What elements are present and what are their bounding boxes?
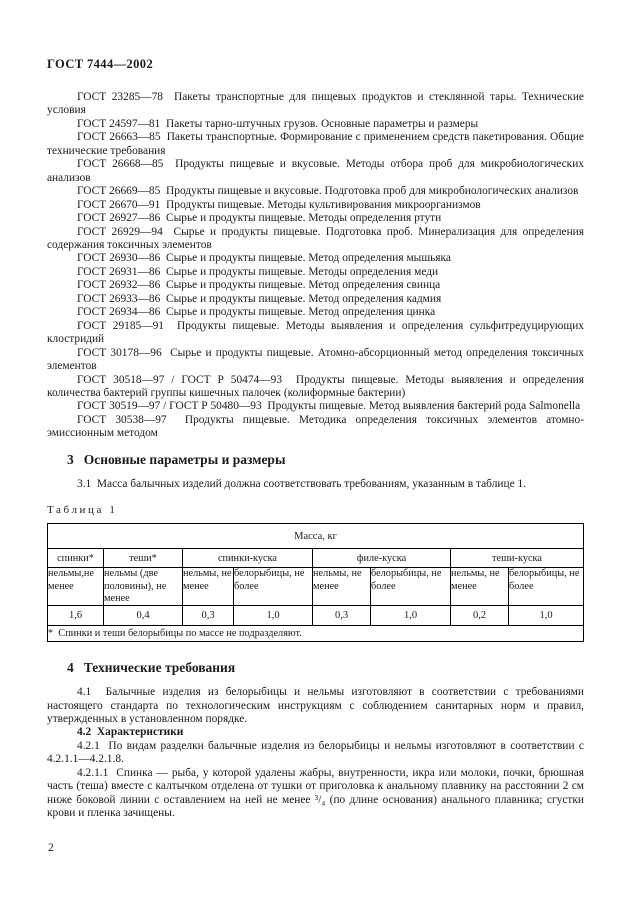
value-cell: 0,3 <box>183 606 234 626</box>
value-cell: 1,0 <box>509 606 584 626</box>
section-4-title: Технические требования <box>83 660 236 676</box>
subheader-cell: белорыбицы, не более <box>234 568 313 606</box>
reference-item: ГОСТ 30178—96 Сырье и продукты пищевые. Атомно-абсорционный метод определения токсичных элементов <box>47 346 584 373</box>
table-footnote-cell: * Спинки и теши белорыбицы по массе не подразделяют. <box>48 626 584 642</box>
subheader-cell: белорыбицы, не более <box>509 568 584 606</box>
section-3-heading <box>67 452 584 468</box>
reference-item: ГОСТ 30518—97 / ГОСТ Р 50474—93 Продукты пищевые. Методы выявления и определения количества бактерий группы кишечных палочек (колиформные бактерии) <box>47 373 584 399</box>
subheader-cell: нельмы, не менее <box>313 568 371 606</box>
page-number: 2 <box>48 842 54 854</box>
reference-item: ГОСТ 26929—94 Сырье и продукты пищевые. Подготовка проб. Минерализация для определения содержания токсичных элементов <box>47 225 584 251</box>
paragraph-4-1: 4.1 Балычные изделия из белорыбицы и нельмы изготовляют в соответствии с требованиями настоящего стандарта по технологическим инструкциям с соблюдением санитарных норм и правил, утвержденных в установленном порядке. <box>47 686 584 726</box>
paragraph-4-2-1-1: 4.2.1.1 Спинка — рыба, у которой удалены жабры, внутренности, икра или молоки, почки, брюшная часть (теша) вместе с калтычком отделена от тушки от приголовка к анальному плавнику на расстоянии 2 см ниже боковой линии с оставлением на ней не менее ³/₄ (по длине основания) анального плавника; сгустки крови и пленка зачищены. <box>47 766 584 820</box>
subheader-cell: белорыбицы, не более <box>371 568 451 606</box>
table-row <box>48 568 584 606</box>
doc-number: ГОСТ 7444—2002 <box>47 57 154 71</box>
paragraph-4-2-heading: 4.2 Характеристики <box>77 726 184 739</box>
reference-item: ГОСТ 26668—85 Продукты пищевые и вкусовые. Методы отбора проб для микробиологических анализов <box>47 158 584 184</box>
subheader-cell: нельмы, не менее <box>451 568 509 606</box>
value-cell: 0,2 <box>451 606 509 626</box>
reference-item: ГОСТ 26932—86 Сырье и продукты пищевые. Метод определения свинца <box>77 279 441 292</box>
subheader-cell: нельмы,не менее <box>48 568 104 606</box>
reference-item: ГОСТ 26669—85 Продукты пищевые и вкусовые. Подготовка проб для микробиологических анализов <box>77 185 579 198</box>
value-cell: 1,0 <box>371 606 451 626</box>
section-3-number: 3 <box>67 451 74 467</box>
value-cell: 0,4 <box>104 606 183 626</box>
table-row <box>48 549 584 568</box>
subheader-cell: нельмы (две половины), не менее <box>104 568 183 606</box>
table-1 <box>47 523 584 642</box>
table-1-label: Таблица 1 <box>47 504 118 517</box>
group-header-cell: теши* <box>104 549 183 568</box>
group-header-cell: филе-куска <box>313 549 451 568</box>
table-row <box>48 606 584 626</box>
reference-item: ГОСТ 30519—97 / ГОСТ Р 50480—93 Продукты пищевые. Метод выявления бактерий рода Salmonella <box>77 400 581 413</box>
paragraph-4-2-1: 4.2.1 По видам разделки балычные изделия из белорыбицы и нельмы изготовляют в соответствии с 4.2.1.1—4.2.1.8. <box>47 739 584 766</box>
table-row <box>48 524 584 549</box>
reference-item: ГОСТ 26663—85 Пакеты транспортные. Формирование с применением средств пакетирования. Общие технические требования <box>47 131 584 157</box>
section-4-number: 4 <box>67 660 74 676</box>
reference-item: ГОСТ 24597—81 Пакеты тарно-штучных грузов. Основные параметры и размеры <box>77 117 479 130</box>
paragraph-3-1: 3.1 Масса балычных изделий должна соответствовать требованиям, указанным в таблице 1. <box>77 477 527 490</box>
reference-item: ГОСТ 23285—78 Пакеты транспортные для пищевых продуктов и стеклянной тары. Технические условия <box>47 91 584 117</box>
group-header-cell: спинки* <box>48 549 104 568</box>
section-4-heading <box>67 660 584 676</box>
value-cell: 1,6 <box>48 606 104 626</box>
reference-item: ГОСТ 26670—91 Продукты пищевые. Методы культивирования микроорганизмов <box>77 198 481 211</box>
reference-item: ГОСТ 29185—91 Продукты пищевые. Методы выявления и определения сульфитредуцирующих клостридий <box>47 319 584 346</box>
value-cell: 0,3 <box>313 606 371 626</box>
reference-item: ГОСТ 30538—97 Продукты пищевые. Методика определения токсичных элементов атомно-эмиссионным методом <box>47 413 584 440</box>
reference-item: ГОСТ 26930—86 Сырье и продукты пищевые. Метод определения мышьяка <box>77 252 451 265</box>
group-header-cell: спинки-куска <box>183 549 313 568</box>
section-3-title: Основные параметры и размеры <box>83 451 286 467</box>
value-cell: 1,0 <box>234 606 313 626</box>
reference-item: ГОСТ 26931—86 Сырье и продукты пищевые. Методы определения меди <box>77 265 439 278</box>
reference-item: ГОСТ 26927—86 Сырье и продукты пищевые. Методы определения ртути <box>77 212 442 225</box>
group-header-cell: теши-куска <box>451 549 584 568</box>
reference-item: ГОСТ 26933—86 Сырье и продукты пищевые. Метод определения кадмия <box>77 292 442 305</box>
reference-item: ГОСТ 26934—86 Сырье и продукты пищевые. Метод определения цинка <box>77 306 436 319</box>
table-row <box>48 626 584 642</box>
references-list <box>47 91 584 441</box>
subheader-cell: нельмы, не менее <box>183 568 234 606</box>
table-title-cell: Масса, кг <box>48 524 584 549</box>
